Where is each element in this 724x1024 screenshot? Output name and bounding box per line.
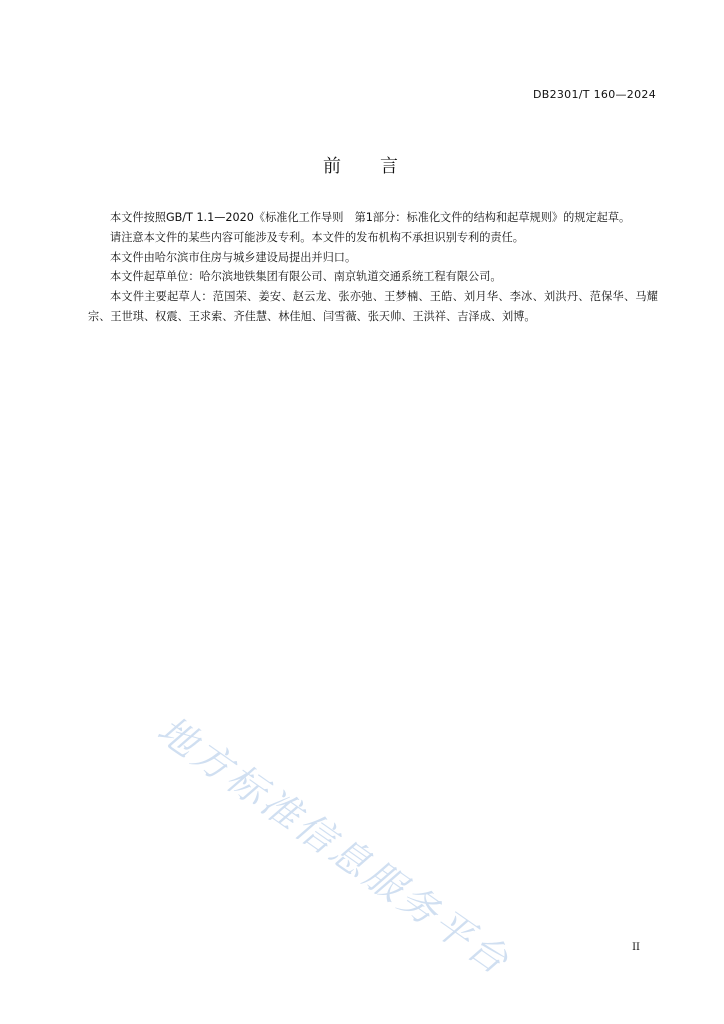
paragraph-drafting-units: 本文件起草单位：哈尔滨地铁集团有限公司、南京轨道交通系统工程有限公司。 — [110, 270, 502, 284]
title-char-1: 前 — [323, 156, 344, 177]
paragraph-patent-notice: 请注意本文件的某些内容可能涉及专利。本文件的发布机构不承担识别专利的责任。 — [110, 230, 524, 244]
paragraph-drafting-rules: 本文件按照GB/T 1.1—2020《标准化工作导则 第1部分：标准化文件的结构和起草规则》的规定起草。 — [110, 211, 631, 224]
foreword-body — [88, 208, 658, 327]
title-char-2: 言 — [380, 156, 401, 177]
page-title — [0, 152, 724, 178]
paragraph-drafters: 本文件主要起草人：范国荣、姜安、赵云龙、张亦弛、王梦楠、王皓、刘月华、李冰、刘洪丹、范保华、马耀宗、王世琪、权震、王求索、齐佳慧、林佳旭、闫雪薇、张天帅、王洪祥、吉泽成、刘博。 — [88, 290, 658, 323]
page-number: II — [632, 942, 640, 953]
document-code: DB2301/T 160—2024 — [532, 88, 656, 101]
paragraph-proposer: 本文件由哈尔滨市住房与城乡建设局提出并归口。 — [110, 250, 357, 264]
watermark: 地方标准信息服务平台 — [149, 707, 519, 985]
